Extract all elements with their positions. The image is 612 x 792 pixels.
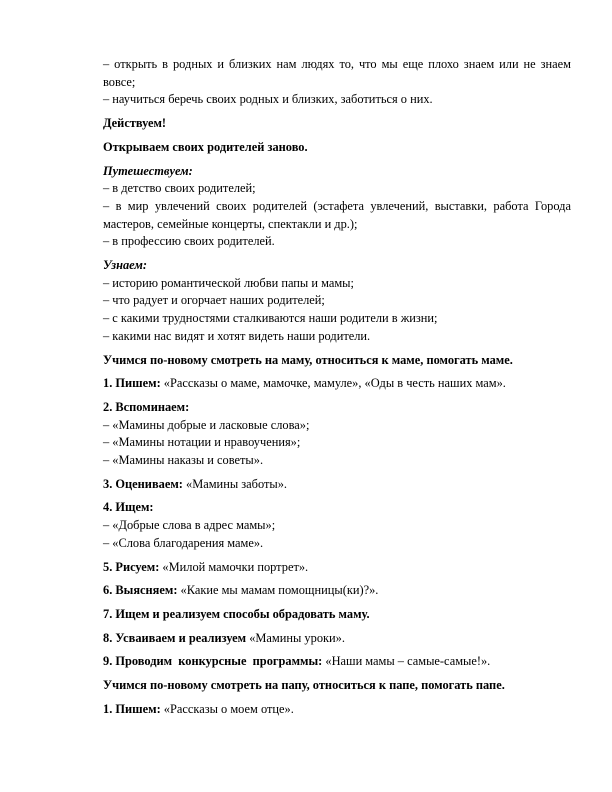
intro-item-2: – научиться беречь своих родных и близких, заботиться о них. [103, 92, 433, 107]
learn-item-4: – какими нас видят и хотят видеть наши родители. [103, 328, 371, 343]
mom-heading: Учимся по-новому смотреть на маму, относиться к маме, помогать маме. [103, 352, 513, 367]
mom-item-5 [103, 559, 571, 577]
dad-heading: Учимся по-новому смотреть на папу, относиться к папе, помогать папе. [103, 678, 505, 693]
discover-heading: Открываем своих родителей заново. [103, 139, 308, 154]
mom-item-5-label: 5. Рисуем: [103, 559, 160, 574]
mom-item-9-text: «Наши мамы – самые-самые!». [322, 654, 491, 669]
mom-item-2-line-2: – «Мамины нотации и нравоучения»; [103, 435, 301, 450]
learn-item-2: – что радует и огорчает наших родителей; [103, 293, 325, 308]
learn-heading: Узнаем: [103, 258, 147, 273]
mom-item-8-label: 8. Усваиваем и реализуем [103, 630, 247, 645]
mom-item-6-label: 6. Выясняем: [103, 583, 178, 598]
mom-item-6-text: «Какие мы мамам помощницы(ки)?». [177, 583, 379, 598]
mom-item-2-label: 2. Вспоминаем: [103, 399, 190, 414]
mom-item-8 [103, 630, 571, 648]
dad-item-1-label: 1. Пишем: [103, 701, 161, 716]
act-heading: Действуем! [103, 116, 167, 131]
mom-item-4-label: 4. Ищем: [103, 500, 154, 515]
mom-item-4-line-1: – «Добрые слова в адрес мамы»; [103, 518, 276, 533]
mom-item-6 [103, 582, 571, 600]
learn-item-1: – историю романтической любви папы и мамы; [103, 275, 354, 290]
mom-item-9 [103, 653, 571, 671]
travel-item-3: – в профессию своих родителей. [103, 234, 275, 249]
mom-item-8-text: «Мамины уроки». [246, 630, 345, 645]
mom-item-3-label: 3. Оцениваем: [103, 476, 183, 491]
mom-item-9-label: 9. Проводим конкурсные программы: [103, 654, 323, 669]
mom-item-3 [103, 476, 571, 494]
mom-item-7: 7. Ищем и реализуем способы обрадовать маму. [103, 606, 370, 621]
mom-item-4-line-2: – «Слова благодарения маме». [103, 535, 264, 550]
mom-item-3-text: «Мамины заботы». [182, 476, 288, 491]
intro-item-1: – открыть в родных и близких нам людях то, что мы еще плохо знаем или не знаем вовсе; [103, 57, 571, 89]
travel-heading: Путешествуем: [103, 163, 193, 178]
mom-item-1-label: 1. Пишем: [103, 376, 161, 391]
document-page [103, 56, 571, 719]
dad-item-1 [103, 701, 571, 719]
mom-item-2-line-3: – «Мамины наказы и советы». [103, 453, 264, 468]
travel-item-2 [84, 198, 571, 233]
mom-item-1-text: «Рассказы о маме, мамочке, мамуле», «Оды в честь наших мам». [160, 376, 506, 391]
learn-item-3: – с какими трудностями сталкиваются наши родители в жизни; [103, 311, 438, 326]
mom-item-1 [103, 375, 571, 393]
dad-item-1-text: «Рассказы о моем отце». [160, 701, 294, 716]
mom-item-5-text: «Милой мамочки портрет». [159, 559, 309, 574]
mom-item-2-line-1: – «Мамины добрые и ласковые слова»; [103, 417, 310, 432]
travel-item-2-text: – в мир увлечений своих родителей (эстафета увлечений, выставки, работа Города мастеров, семейные концерты, спектакли и др.); [103, 198, 571, 231]
travel-item-1: – в детство своих родителей; [103, 181, 256, 196]
